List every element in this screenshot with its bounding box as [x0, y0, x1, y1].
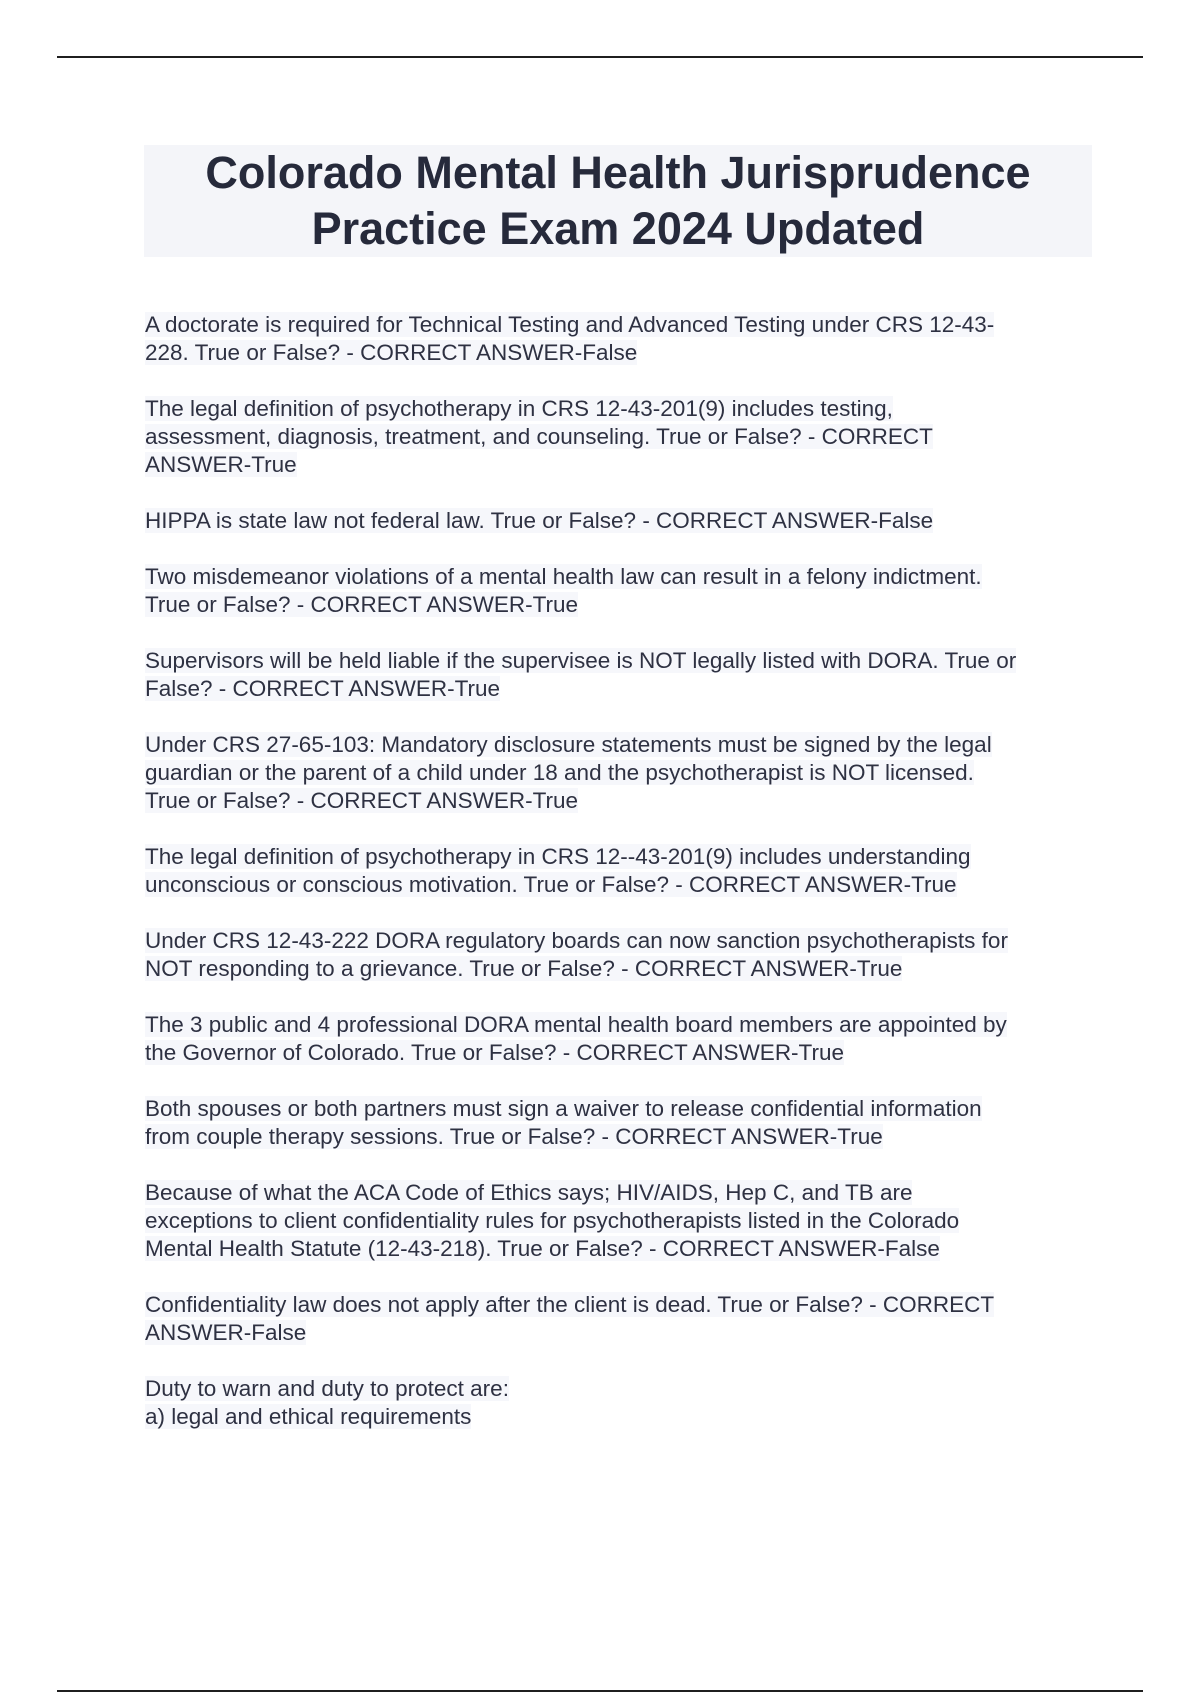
question-item — [145, 843, 1095, 899]
title-line-1: Colorado Mental Health Jurisprudence — [205, 147, 1031, 198]
question-item — [145, 1011, 1095, 1067]
question-list — [145, 311, 1095, 1459]
question-item — [145, 1179, 1095, 1263]
question-item — [145, 1375, 1095, 1431]
question-text-line — [145, 423, 1095, 451]
question-text-line — [145, 927, 1095, 955]
question-text: False? - CORRECT ANSWER-True — [145, 676, 501, 701]
question-text: Because of what the ACA Code of Ethics says; HIV/AIDS, Hep C, and TB are — [145, 1180, 913, 1205]
question-text-line — [145, 451, 1095, 479]
question-text: True or False? - CORRECT ANSWER-True — [145, 592, 578, 617]
question-text: A doctorate is required for Technical Testing and Advanced Testing under CRS 12-43- — [145, 312, 995, 337]
question-text-line — [145, 1179, 1095, 1207]
question-item — [145, 395, 1095, 479]
question-text: 228. True or False? - CORRECT ANSWER-False — [145, 340, 638, 365]
question-text-line — [145, 563, 1095, 591]
question-text: Both spouses or both partners must sign a waiver to release confidential information — [145, 1096, 982, 1121]
question-text: True or False? - CORRECT ANSWER-True — [145, 788, 578, 813]
question-text-line — [145, 1011, 1095, 1039]
question-text-line — [145, 1235, 1095, 1263]
question-text-line — [145, 1123, 1095, 1151]
question-text: ANSWER-False — [145, 1320, 307, 1345]
question-text: guardian or the parent of a child under 18 and the psychotherapist is NOT licensed. — [145, 760, 974, 785]
question-text: ANSWER-True — [145, 452, 297, 477]
question-text-line — [145, 507, 1095, 535]
question-text-line — [145, 787, 1095, 815]
question-text: Two misdemeanor violations of a mental health law can result in a felony indictment. — [145, 564, 982, 589]
question-text: Under CRS 12-43-222 DORA regulatory boards can now sanction psychotherapists for — [145, 928, 1008, 953]
question-item — [145, 507, 1095, 535]
question-text-line — [145, 1319, 1095, 1347]
question-text: The legal definition of psychotherapy in CRS 12-43-201(9) includes testing, — [145, 396, 893, 421]
question-text-line — [145, 311, 1095, 339]
question-text: The 3 public and 4 professional DORA mental health board members are appointed by — [145, 1012, 1007, 1037]
question-text-line — [145, 955, 1095, 983]
question-item — [145, 1291, 1095, 1347]
question-item — [145, 927, 1095, 983]
question-text: Duty to warn and duty to protect are: — [145, 1376, 509, 1401]
question-text: assessment, diagnosis, treatment, and counseling. True or False? - CORRECT — [145, 424, 933, 449]
question-text-line — [145, 759, 1095, 787]
question-text: a) legal and ethical requirements — [145, 1404, 472, 1429]
question-text-line — [145, 1095, 1095, 1123]
question-text: from couple therapy sessions. True or False? - CORRECT ANSWER-True — [145, 1124, 883, 1149]
question-item — [145, 563, 1095, 619]
question-text: unconscious or conscious motivation. True or False? - CORRECT ANSWER-True — [145, 872, 957, 897]
question-text-line — [145, 1039, 1095, 1067]
question-text-line — [145, 339, 1095, 367]
question-text: HIPPA is state law not federal law. True or False? - CORRECT ANSWER-False — [145, 508, 934, 533]
question-text-line — [145, 647, 1095, 675]
question-text-line — [145, 1403, 1095, 1431]
top-rule — [57, 56, 1143, 58]
question-text-line — [145, 1375, 1095, 1403]
question-item — [145, 731, 1095, 815]
question-text: The legal definition of psychotherapy in CRS 12--43-201(9) includes understanding — [145, 844, 971, 869]
question-text-line — [145, 843, 1095, 871]
question-text: the Governor of Colorado. True or False? - CORRECT ANSWER-True — [145, 1040, 844, 1065]
title-line-2: Practice Exam 2024 Updated — [311, 203, 925, 254]
question-text: Confidentiality law does not apply after the client is dead. True or False? - CORRECT — [145, 1292, 995, 1317]
question-text-line — [145, 731, 1095, 759]
question-text: NOT responding to a grievance. True or False? - CORRECT ANSWER-True — [145, 956, 903, 981]
question-text: Under CRS 27-65-103: Mandatory disclosure statements must be signed by the legal — [145, 732, 992, 757]
question-text-line — [145, 1291, 1095, 1319]
question-text: Mental Health Statute (12-43-218). True or False? - CORRECT ANSWER-False — [145, 1236, 940, 1261]
question-text-line — [145, 675, 1095, 703]
question-text: exceptions to client confidentiality rules for psychotherapists listed in the Colorado — [145, 1208, 960, 1233]
question-text-line — [145, 395, 1095, 423]
question-text-line — [145, 1207, 1095, 1235]
question-item — [145, 1095, 1095, 1151]
bottom-rule — [57, 1690, 1143, 1692]
question-item — [145, 311, 1095, 367]
question-text: Supervisors will be held liable if the supervisee is NOT legally listed with DORA. True or — [145, 648, 1017, 673]
question-item — [145, 647, 1095, 703]
question-text-line — [145, 871, 1095, 899]
question-text-line — [145, 591, 1095, 619]
document-title — [144, 145, 1092, 257]
